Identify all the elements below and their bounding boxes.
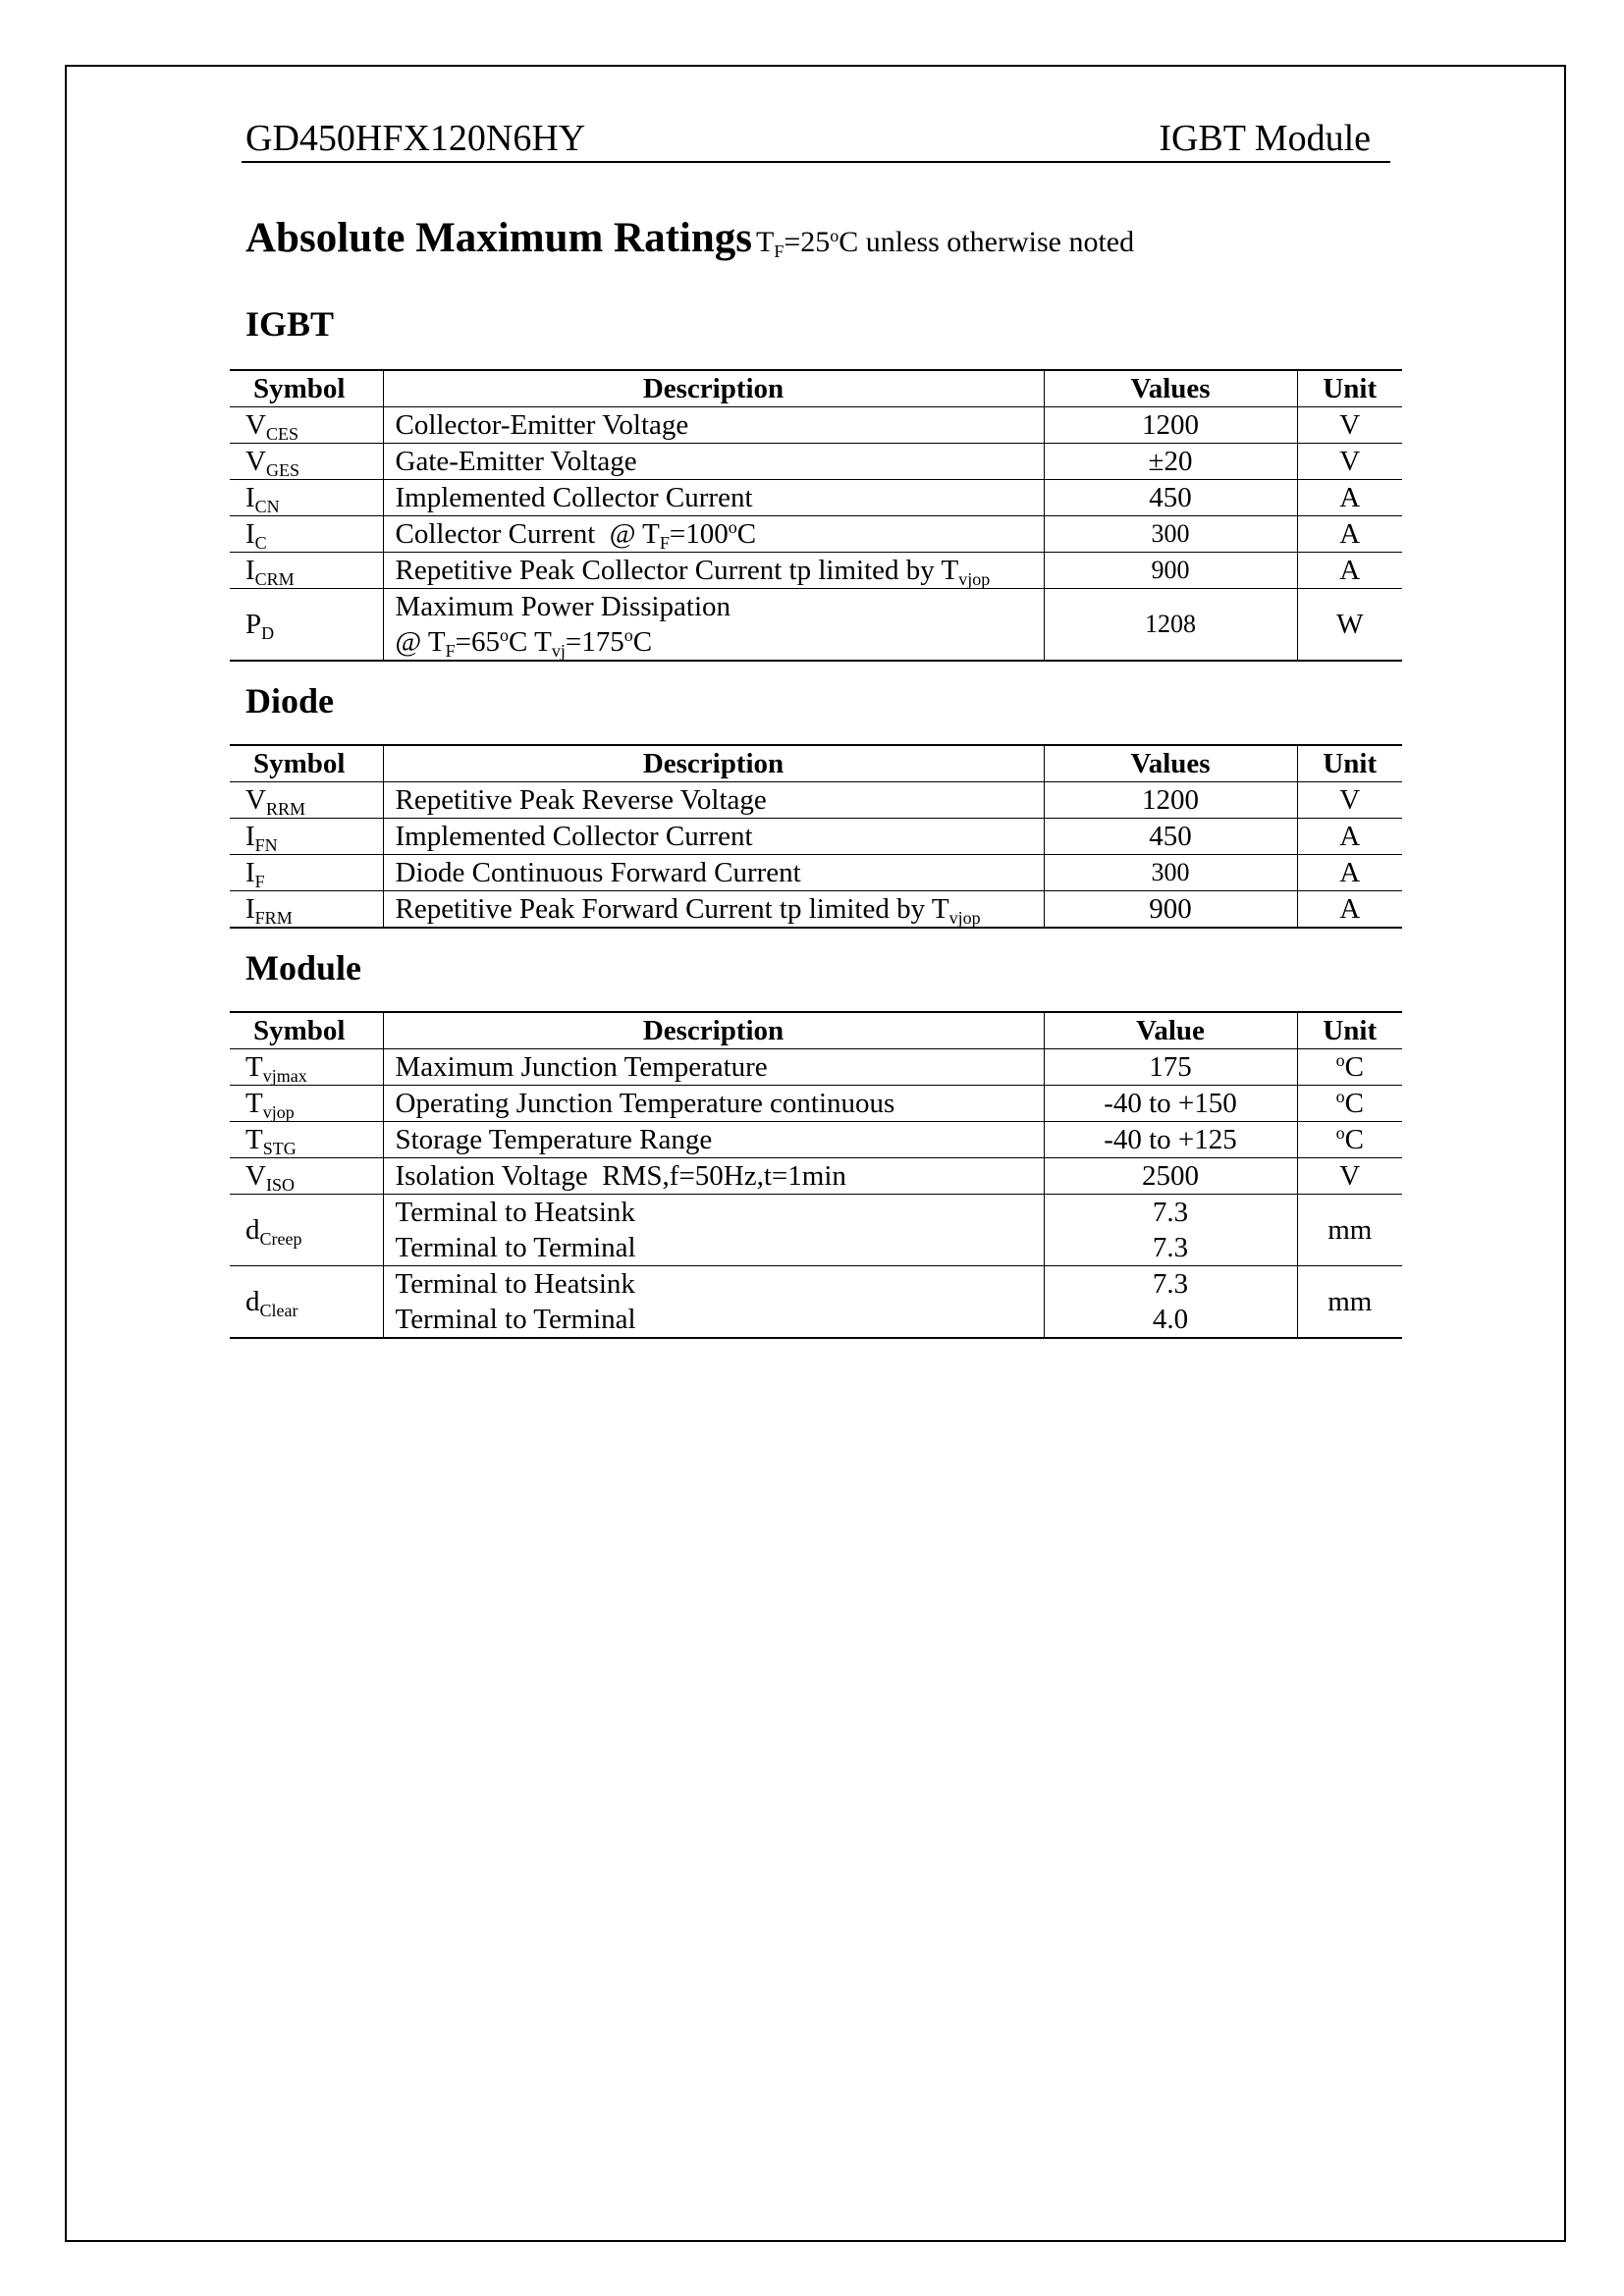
table-row: [230, 1158, 1402, 1195]
symbol-cell: $I_F$: [230, 855, 383, 891]
value-cell: 1200: [1044, 782, 1297, 819]
value-cell: 900: [1044, 891, 1297, 929]
table-row: [230, 1195, 1402, 1266]
title-main: Absolute Maximum Ratings: [245, 215, 753, 261]
value-cell: 175: [1044, 1049, 1297, 1086]
symbol-cell: $I_{CRM}$: [230, 553, 383, 589]
symbol-cell: $I_{FRM}$: [230, 891, 383, 929]
description-cell: Repetitive Peak Collector Current tp limited by $T_{vjop}$: [383, 553, 1044, 589]
unit-cell: V: [1297, 444, 1402, 480]
unit-cell: V: [1297, 407, 1402, 444]
unit-cell: A: [1297, 480, 1402, 516]
header-model-number: GD450HFX120N6HY: [245, 118, 586, 159]
value-cell: 300: [1044, 516, 1297, 553]
description-cell: Operating Junction Temperature continuous: [383, 1086, 1044, 1122]
unit-cell: mm: [1297, 1195, 1402, 1266]
unit-cell: A: [1297, 516, 1402, 553]
description-cell: Collector Current @ $T_F=100^oC$: [383, 516, 1044, 553]
section-heading-diode: Diode: [245, 681, 334, 721]
col-header-value: Value: [1044, 1012, 1297, 1049]
value-cell: 1200: [1044, 407, 1297, 444]
symbol-cell: $I_{CN}$: [230, 480, 383, 516]
value-cell: 300: [1044, 855, 1297, 891]
table-row: [230, 891, 1402, 929]
symbol-cell: $I_{FN}$: [230, 819, 383, 855]
value-cell: -40 to +125: [1044, 1122, 1297, 1158]
value-cell: 450: [1044, 819, 1297, 855]
header-rule: [242, 161, 1390, 163]
diode-ratings-table: [230, 744, 1402, 929]
unit-cell: A: [1297, 553, 1402, 589]
value-cell: -40 to +150: [1044, 1086, 1297, 1122]
symbol-cell: $T_{vjmax}$: [230, 1049, 383, 1086]
section-heading-igbt: IGBT: [245, 304, 335, 344]
col-header-symbol: Symbol: [230, 1012, 383, 1049]
symbol-cell: $T_{vjop}$: [230, 1086, 383, 1122]
section-heading-module: Module: [245, 948, 362, 988]
table-row: [230, 444, 1402, 480]
col-header-values: Values: [1044, 370, 1297, 407]
symbol-cell: $I_C$: [230, 516, 383, 553]
col-header-unit: Unit: [1297, 1012, 1402, 1049]
description-cell: Repetitive Peak Reverse Voltage: [383, 782, 1044, 819]
unit-cell: $^o$C: [1297, 1086, 1402, 1122]
description-cell: Storage Temperature Range: [383, 1122, 1044, 1158]
page-title: [245, 214, 1134, 262]
col-header-description: Description: [383, 370, 1044, 407]
description-cell: Isolation Voltage RMS,f=50Hz,t=1min: [383, 1158, 1044, 1195]
symbol-cell: $P_D$: [230, 589, 383, 662]
unit-cell: A: [1297, 855, 1402, 891]
value-cell: 7.3 7.3: [1044, 1195, 1297, 1266]
value-cell: 1208: [1044, 589, 1297, 662]
table-row: [230, 1086, 1402, 1122]
table-row: [230, 407, 1402, 444]
table-header-row: [230, 1012, 1402, 1049]
table-row: [230, 1049, 1402, 1086]
symbol-cell: $V_{GES}$: [230, 444, 383, 480]
module-ratings-table: [230, 1011, 1402, 1339]
table-row: [230, 516, 1402, 553]
table-row: [230, 819, 1402, 855]
table-header-row: [230, 370, 1402, 407]
col-header-description: Description: [383, 745, 1044, 782]
value-cell: 2500: [1044, 1158, 1297, 1195]
igbt-ratings-table: [230, 369, 1402, 662]
value-cell: 900: [1044, 553, 1297, 589]
symbol-cell: $d_{Clear}$: [230, 1266, 383, 1339]
unit-cell: A: [1297, 891, 1402, 929]
description-cell: Gate-Emitter Voltage: [383, 444, 1044, 480]
col-header-unit: Unit: [1297, 370, 1402, 407]
table-row: [230, 589, 1402, 662]
table-row: [230, 855, 1402, 891]
table-header-row: [230, 745, 1402, 782]
header-product-type: IGBT Module: [1159, 118, 1371, 159]
col-header-values: Values: [1044, 745, 1297, 782]
table-row: [230, 553, 1402, 589]
symbol-cell: $V_{ISO}$: [230, 1158, 383, 1195]
unit-cell: V: [1297, 782, 1402, 819]
description-cell: Diode Continuous Forward Current: [383, 855, 1044, 891]
table-row: [230, 480, 1402, 516]
description-cell: Terminal to Heatsink Terminal to Terminal: [383, 1266, 1044, 1339]
description-cell: Implemented Collector Current: [383, 819, 1044, 855]
description-cell: Maximum Junction Temperature: [383, 1049, 1044, 1086]
table-row: [230, 1122, 1402, 1158]
value-cell: 7.3 4.0: [1044, 1266, 1297, 1339]
col-header-unit: Unit: [1297, 745, 1402, 782]
unit-cell: V: [1297, 1158, 1402, 1195]
unit-cell: W: [1297, 589, 1402, 662]
table-row: [230, 1266, 1402, 1339]
description-cell: Terminal to Heatsink Terminal to Terminal: [383, 1195, 1044, 1266]
title-condition: $T_F=25^oC$ unless otherwise noted: [756, 226, 1135, 261]
col-header-description: Description: [383, 1012, 1044, 1049]
table-row: [230, 782, 1402, 819]
symbol-cell: $V_{CES}$: [230, 407, 383, 444]
unit-cell: $^o$C: [1297, 1122, 1402, 1158]
col-header-symbol: Symbol: [230, 745, 383, 782]
symbol-cell: $V_{RRM}$: [230, 782, 383, 819]
value-cell: 450: [1044, 480, 1297, 516]
description-cell: Implemented Collector Current: [383, 480, 1044, 516]
description-cell: Repetitive Peak Forward Current tp limited by $T_{vjop}$: [383, 891, 1044, 929]
unit-cell: mm: [1297, 1266, 1402, 1339]
symbol-cell: $d_{Creep}$: [230, 1195, 383, 1266]
unit-cell: $^o$C: [1297, 1049, 1402, 1086]
description-cell: Collector-Emitter Voltage: [383, 407, 1044, 444]
unit-cell: A: [1297, 819, 1402, 855]
symbol-cell: $T_{STG}$: [230, 1122, 383, 1158]
col-header-symbol: Symbol: [230, 370, 383, 407]
description-cell: Maximum Power Dissipation @ $T_F=65^oC$ $T_{vj}=175^oC$: [383, 589, 1044, 662]
value-cell: ±20: [1044, 444, 1297, 480]
